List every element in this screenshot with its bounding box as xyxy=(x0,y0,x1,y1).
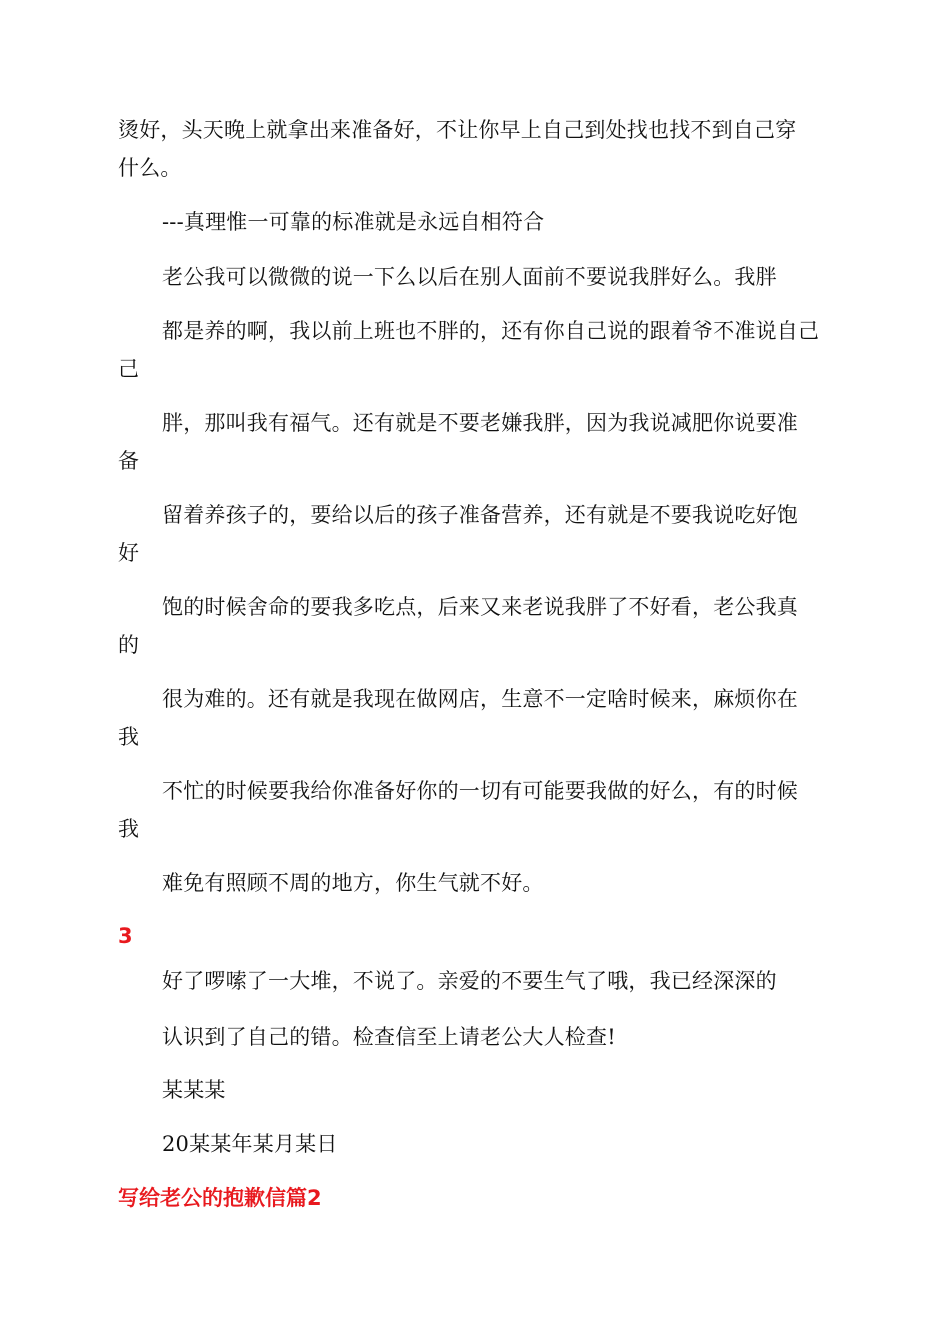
body-line-wrap: 的 xyxy=(118,633,140,657)
signature-name: 某某某 xyxy=(162,1078,226,1102)
body-line: 难免有照顾不周的地方，你生气就不好。 xyxy=(162,871,544,895)
signature-date: 20某某年某月某日 xyxy=(162,1132,338,1156)
body-line-wrap: 我 xyxy=(118,817,140,841)
body-line-wrap: 备 xyxy=(118,449,140,473)
body-line: 烫好，头天晚上就拿出来准备好，不让你早上自己到处找也找不到自己穿 xyxy=(118,118,797,142)
body-line: 胖，那叫我有福气。还有就是不要老嫌我胖，因为我说减肥你说要准 xyxy=(162,411,798,435)
body-line: 留着养孩子的，要给以后的孩子准备营养，还有就是不要我说吃好饱 xyxy=(162,503,798,527)
body-line-wrap: 己 xyxy=(118,357,140,381)
body-line: 什么。 xyxy=(118,156,182,180)
closing-line: 好了啰嗦了一大堆，不说了。亲爱的不要生气了哦，我已经深深的 xyxy=(162,969,777,993)
body-line: 饱的时候舍命的要我多吃点，后来又来老说我胖了不好看，老公我真 xyxy=(162,595,798,619)
quote-line: ---真理惟一可靠的标准就是永远自相符合 xyxy=(162,210,545,234)
body-line-wrap: 好 xyxy=(118,541,140,565)
section-heading: 写给老公的抱歉信篇2 xyxy=(118,1186,322,1210)
body-line: 不忙的时候要我给你准备好你的一切有可能要我做的好么，有的时候 xyxy=(162,779,798,803)
closing-line: 认识到了自己的错。检查信至上请老公大人检查! xyxy=(162,1025,616,1049)
body-line: 老公我可以微微的说一下么以后在别人面前不要说我胖好么。我胖 xyxy=(162,265,777,289)
body-line: 都是养的啊，我以前上班也不胖的，还有你自己说的跟着爷不准说自己 xyxy=(162,319,820,343)
body-line: 很为难的。还有就是我现在做网店，生意不一定啥时候来，麻烦你在 xyxy=(162,687,798,711)
section-number: 3 xyxy=(118,924,133,948)
body-line-wrap: 我 xyxy=(118,725,140,749)
